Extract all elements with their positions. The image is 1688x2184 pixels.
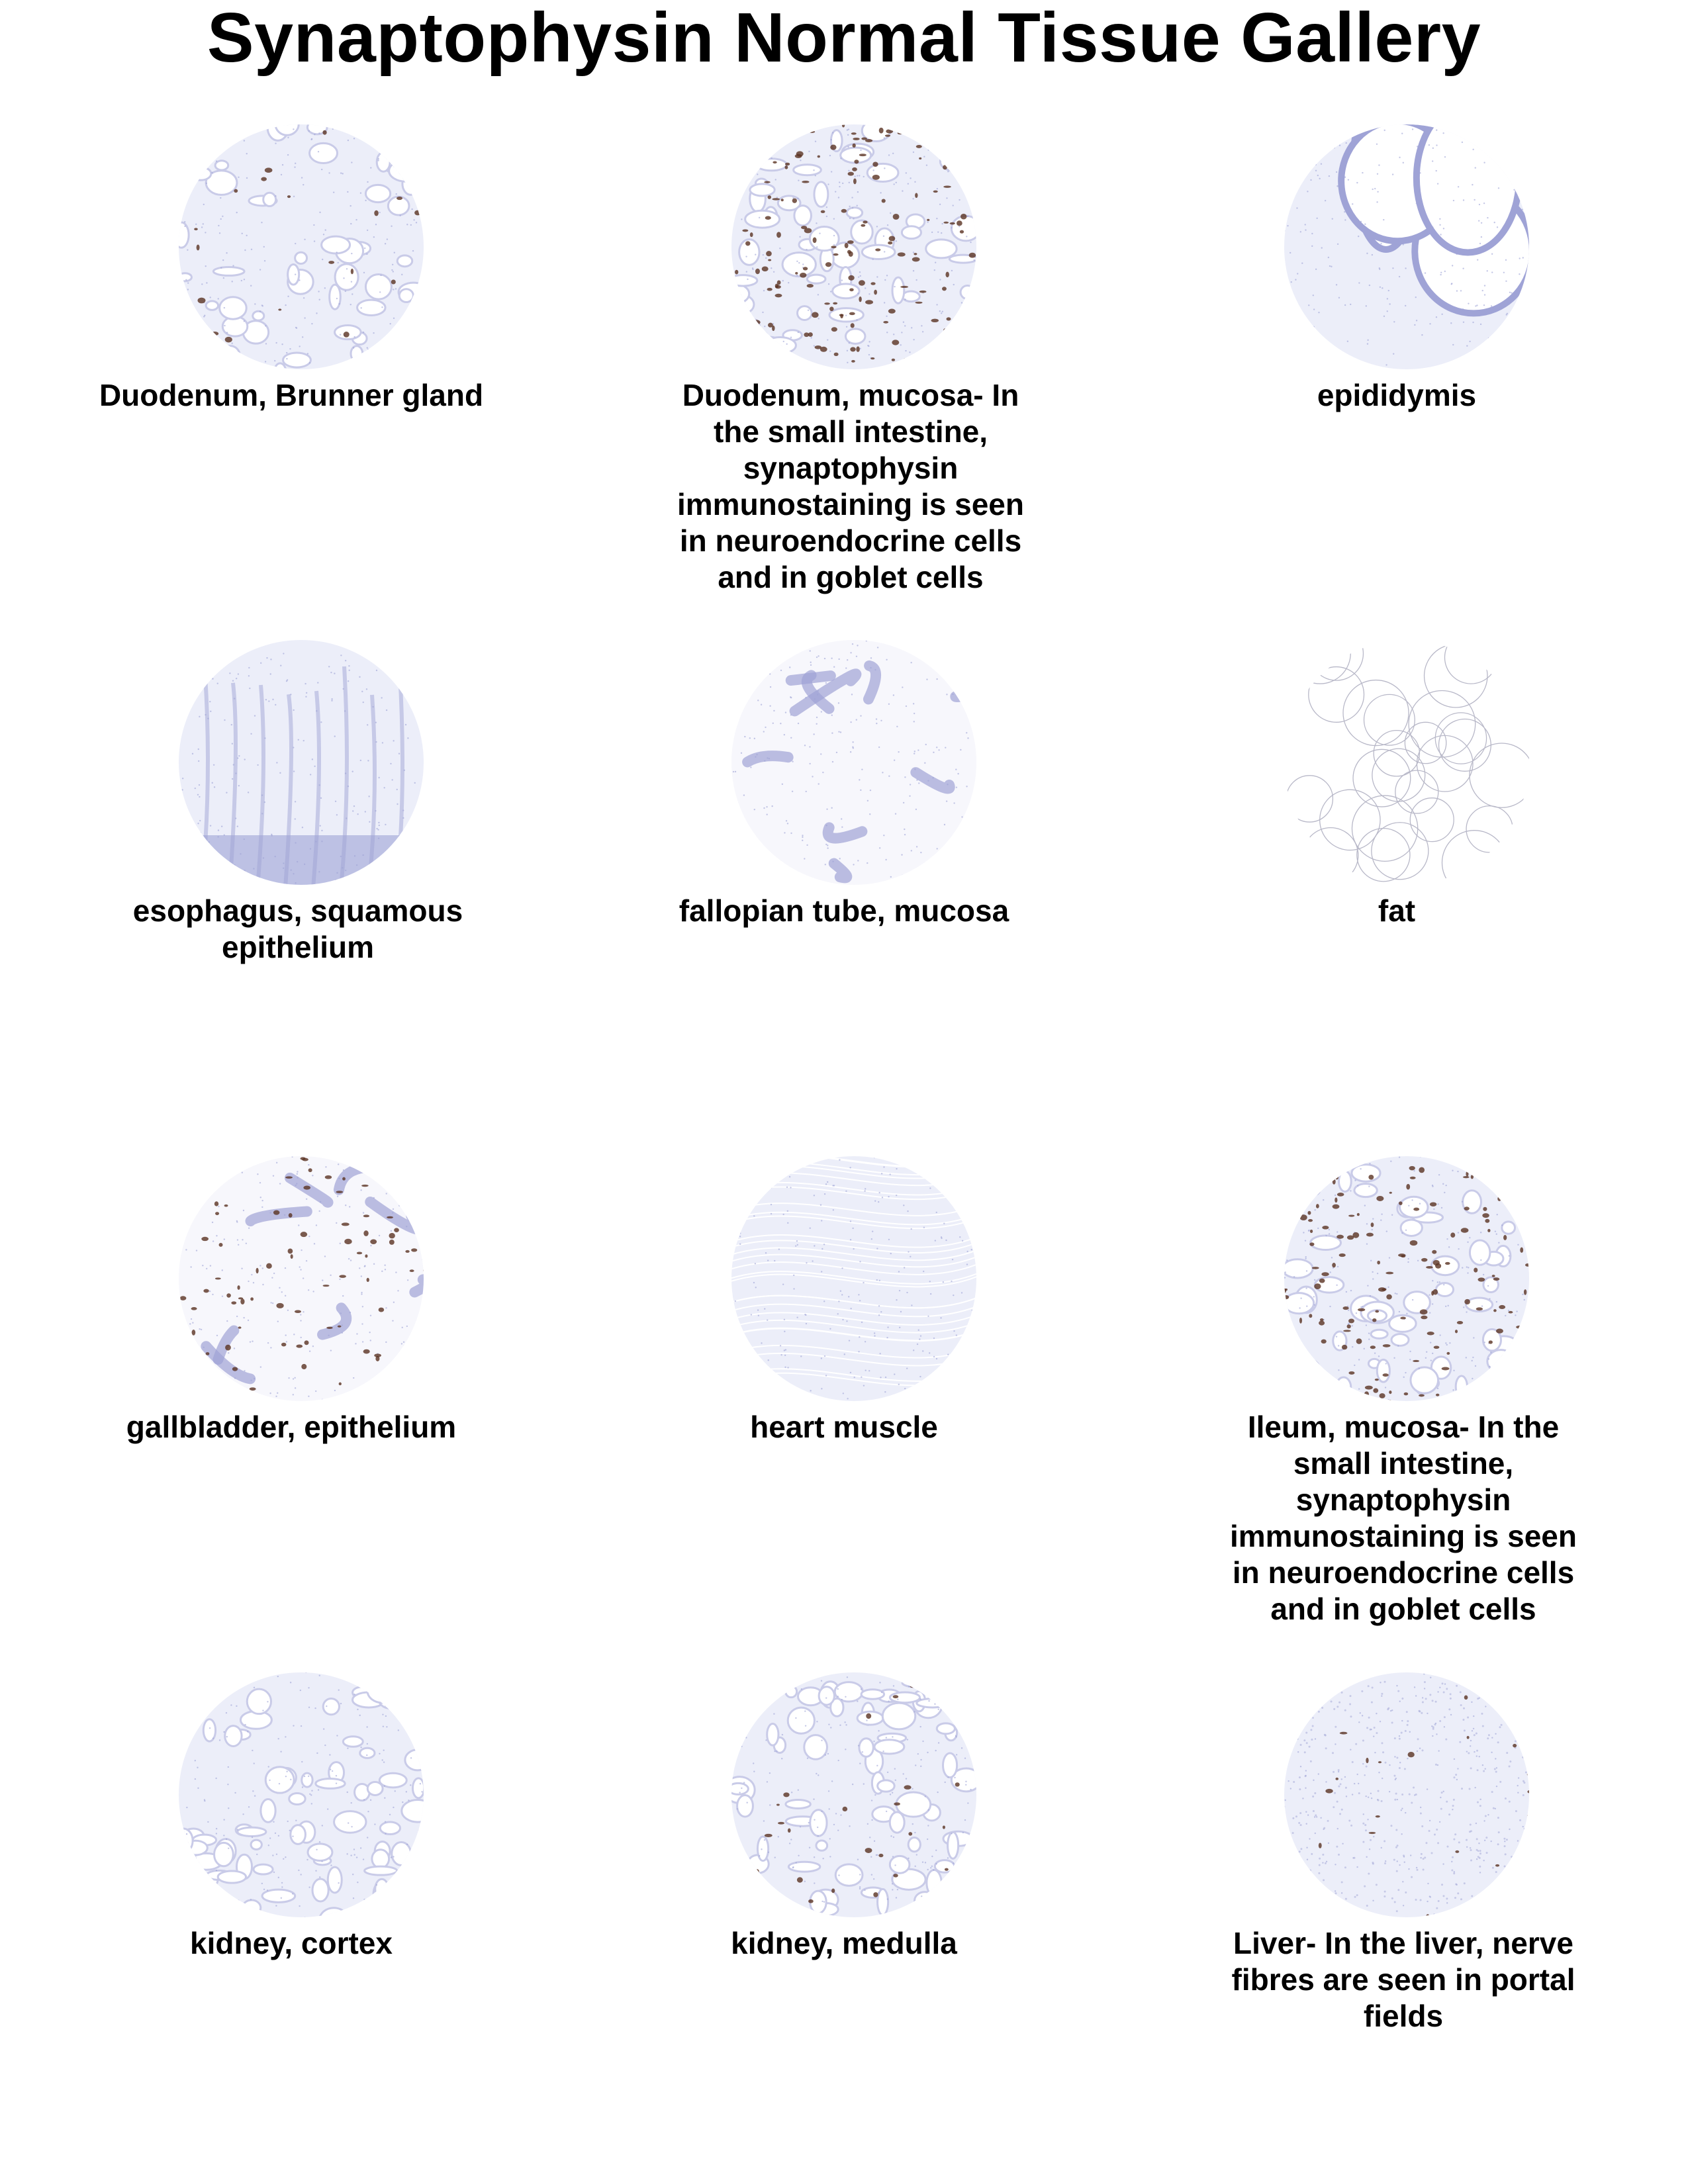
tissue-caption: gallbladder, epithelium — [126, 1410, 457, 1444]
page-title: Synaptophysin Normal Tissue Gallery — [207, 0, 1481, 77]
tissue-caption: Duodenum, mucosa- In the small intestine, synaptophysin immunostaining is seen in neuroendocrine cells and in goblet cells — [677, 378, 1024, 594]
tissue-image-gallbladder[interactable] — [175, 1153, 427, 1404]
tissue-image-kidney-cortex[interactable] — [175, 1669, 427, 1921]
tissue-caption: heart muscle — [750, 1410, 938, 1444]
tissue-image-fallopian-tube[interactable] — [728, 637, 980, 888]
tissue-image-duodenum-brunner-gland[interactable] — [175, 121, 427, 373]
tissue-image-epididymis[interactable] — [1281, 121, 1532, 373]
tissue-caption: fat — [1378, 893, 1416, 928]
tissue-caption: Ileum, mucosa- In the small intestine, synaptophysin immunostaining is seen in neuroendocrine cells and in goblet cells — [1230, 1410, 1577, 1626]
tissue-image-liver[interactable] — [1281, 1669, 1532, 1921]
tissue-image-ileum-mucosa[interactable] — [1281, 1153, 1532, 1404]
tissue-image-duodenum-mucosa[interactable] — [728, 121, 980, 373]
tissue-caption: kidney, cortex — [190, 1926, 393, 1960]
tissue-image-esophagus[interactable] — [175, 637, 427, 888]
tissue-image-heart-muscle[interactable] — [728, 1153, 980, 1404]
tissue-caption: fallopian tube, mucosa — [679, 893, 1009, 928]
tissue-caption: Liver- In the liver, nerve fibres are seen in portal fields — [1231, 1926, 1575, 2033]
tissue-caption: Duodenum, Brunner gland — [99, 378, 484, 412]
tissue-image-kidney-medulla[interactable] — [728, 1669, 980, 1921]
tissue-image-fat[interactable] — [1281, 637, 1532, 888]
tissue-caption: epididymis — [1317, 378, 1477, 412]
tissue-caption: kidney, medulla — [731, 1926, 957, 1960]
tissue-caption: esophagus, squamous epithelium — [132, 893, 463, 964]
